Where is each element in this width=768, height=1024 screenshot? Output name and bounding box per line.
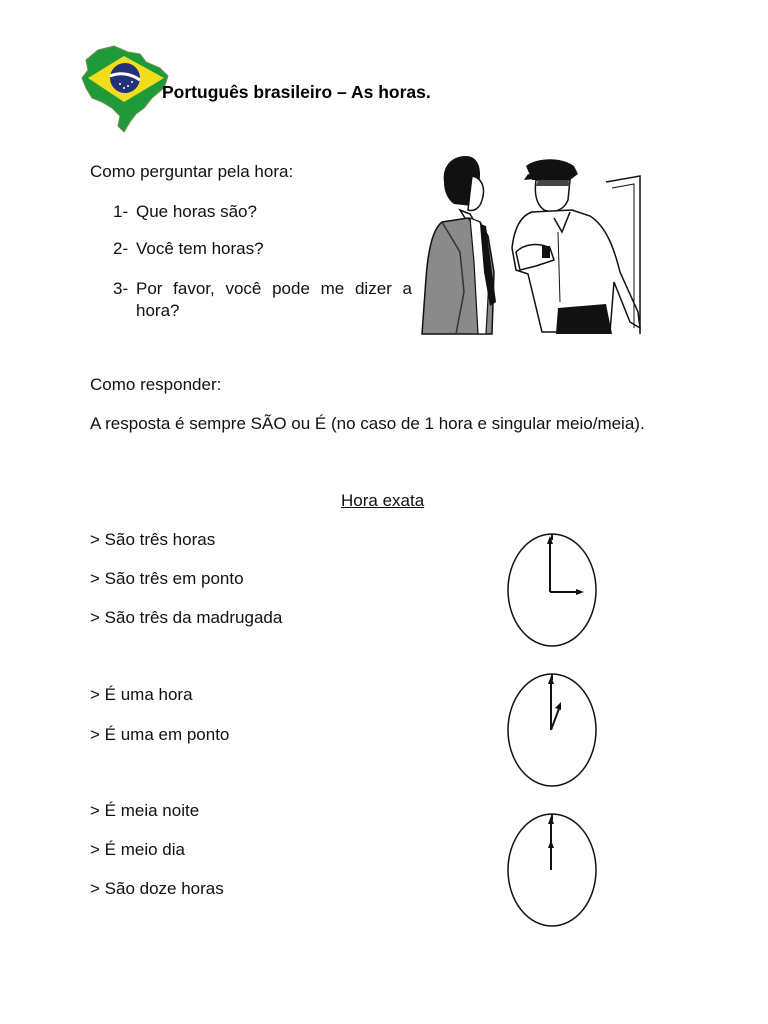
- clock-one-oclock: [504, 670, 604, 792]
- phrase-uma-hora: > É uma hora: [90, 685, 193, 704]
- question-2-number: 2-: [113, 239, 129, 258]
- question-3-text: Por favor, você pode me dizer a hora?: [136, 279, 412, 320]
- two-men-asking-time-illustration: [420, 152, 644, 336]
- phrase-tres-da-madrugada: > São três da madrugada: [90, 608, 283, 627]
- page-title: Português brasileiro – As horas.: [162, 82, 431, 102]
- ask-heading: Como perguntar pela hora:: [90, 162, 294, 181]
- question-3-number: 3-: [113, 279, 129, 298]
- phrase-meio-dia: > É meio dia: [90, 840, 185, 859]
- question-2-text: Você tem horas?: [136, 239, 264, 258]
- clock-twelve-oclock: [504, 810, 604, 932]
- exact-hour-heading: Hora exata: [341, 491, 425, 510]
- phrase-meia-noite: > É meia noite: [90, 801, 200, 820]
- answer-rule: A resposta é sempre SÃO ou É (no caso de 1 hora e singular meio/meia).: [90, 414, 645, 433]
- phrase-uma-em-ponto: > É uma em ponto: [90, 725, 230, 744]
- brazil-map-flag-icon: [80, 42, 172, 134]
- clock-three-oclock: [504, 530, 604, 652]
- answer-heading: Como responder:: [90, 375, 222, 394]
- phrase-tres-horas: > São três horas: [90, 530, 216, 549]
- phrase-doze-horas: > São doze horas: [90, 879, 224, 898]
- question-1-number: 1-: [113, 202, 129, 221]
- question-1-text: Que horas são?: [136, 202, 257, 221]
- phrase-tres-em-ponto: > São três em ponto: [90, 569, 244, 588]
